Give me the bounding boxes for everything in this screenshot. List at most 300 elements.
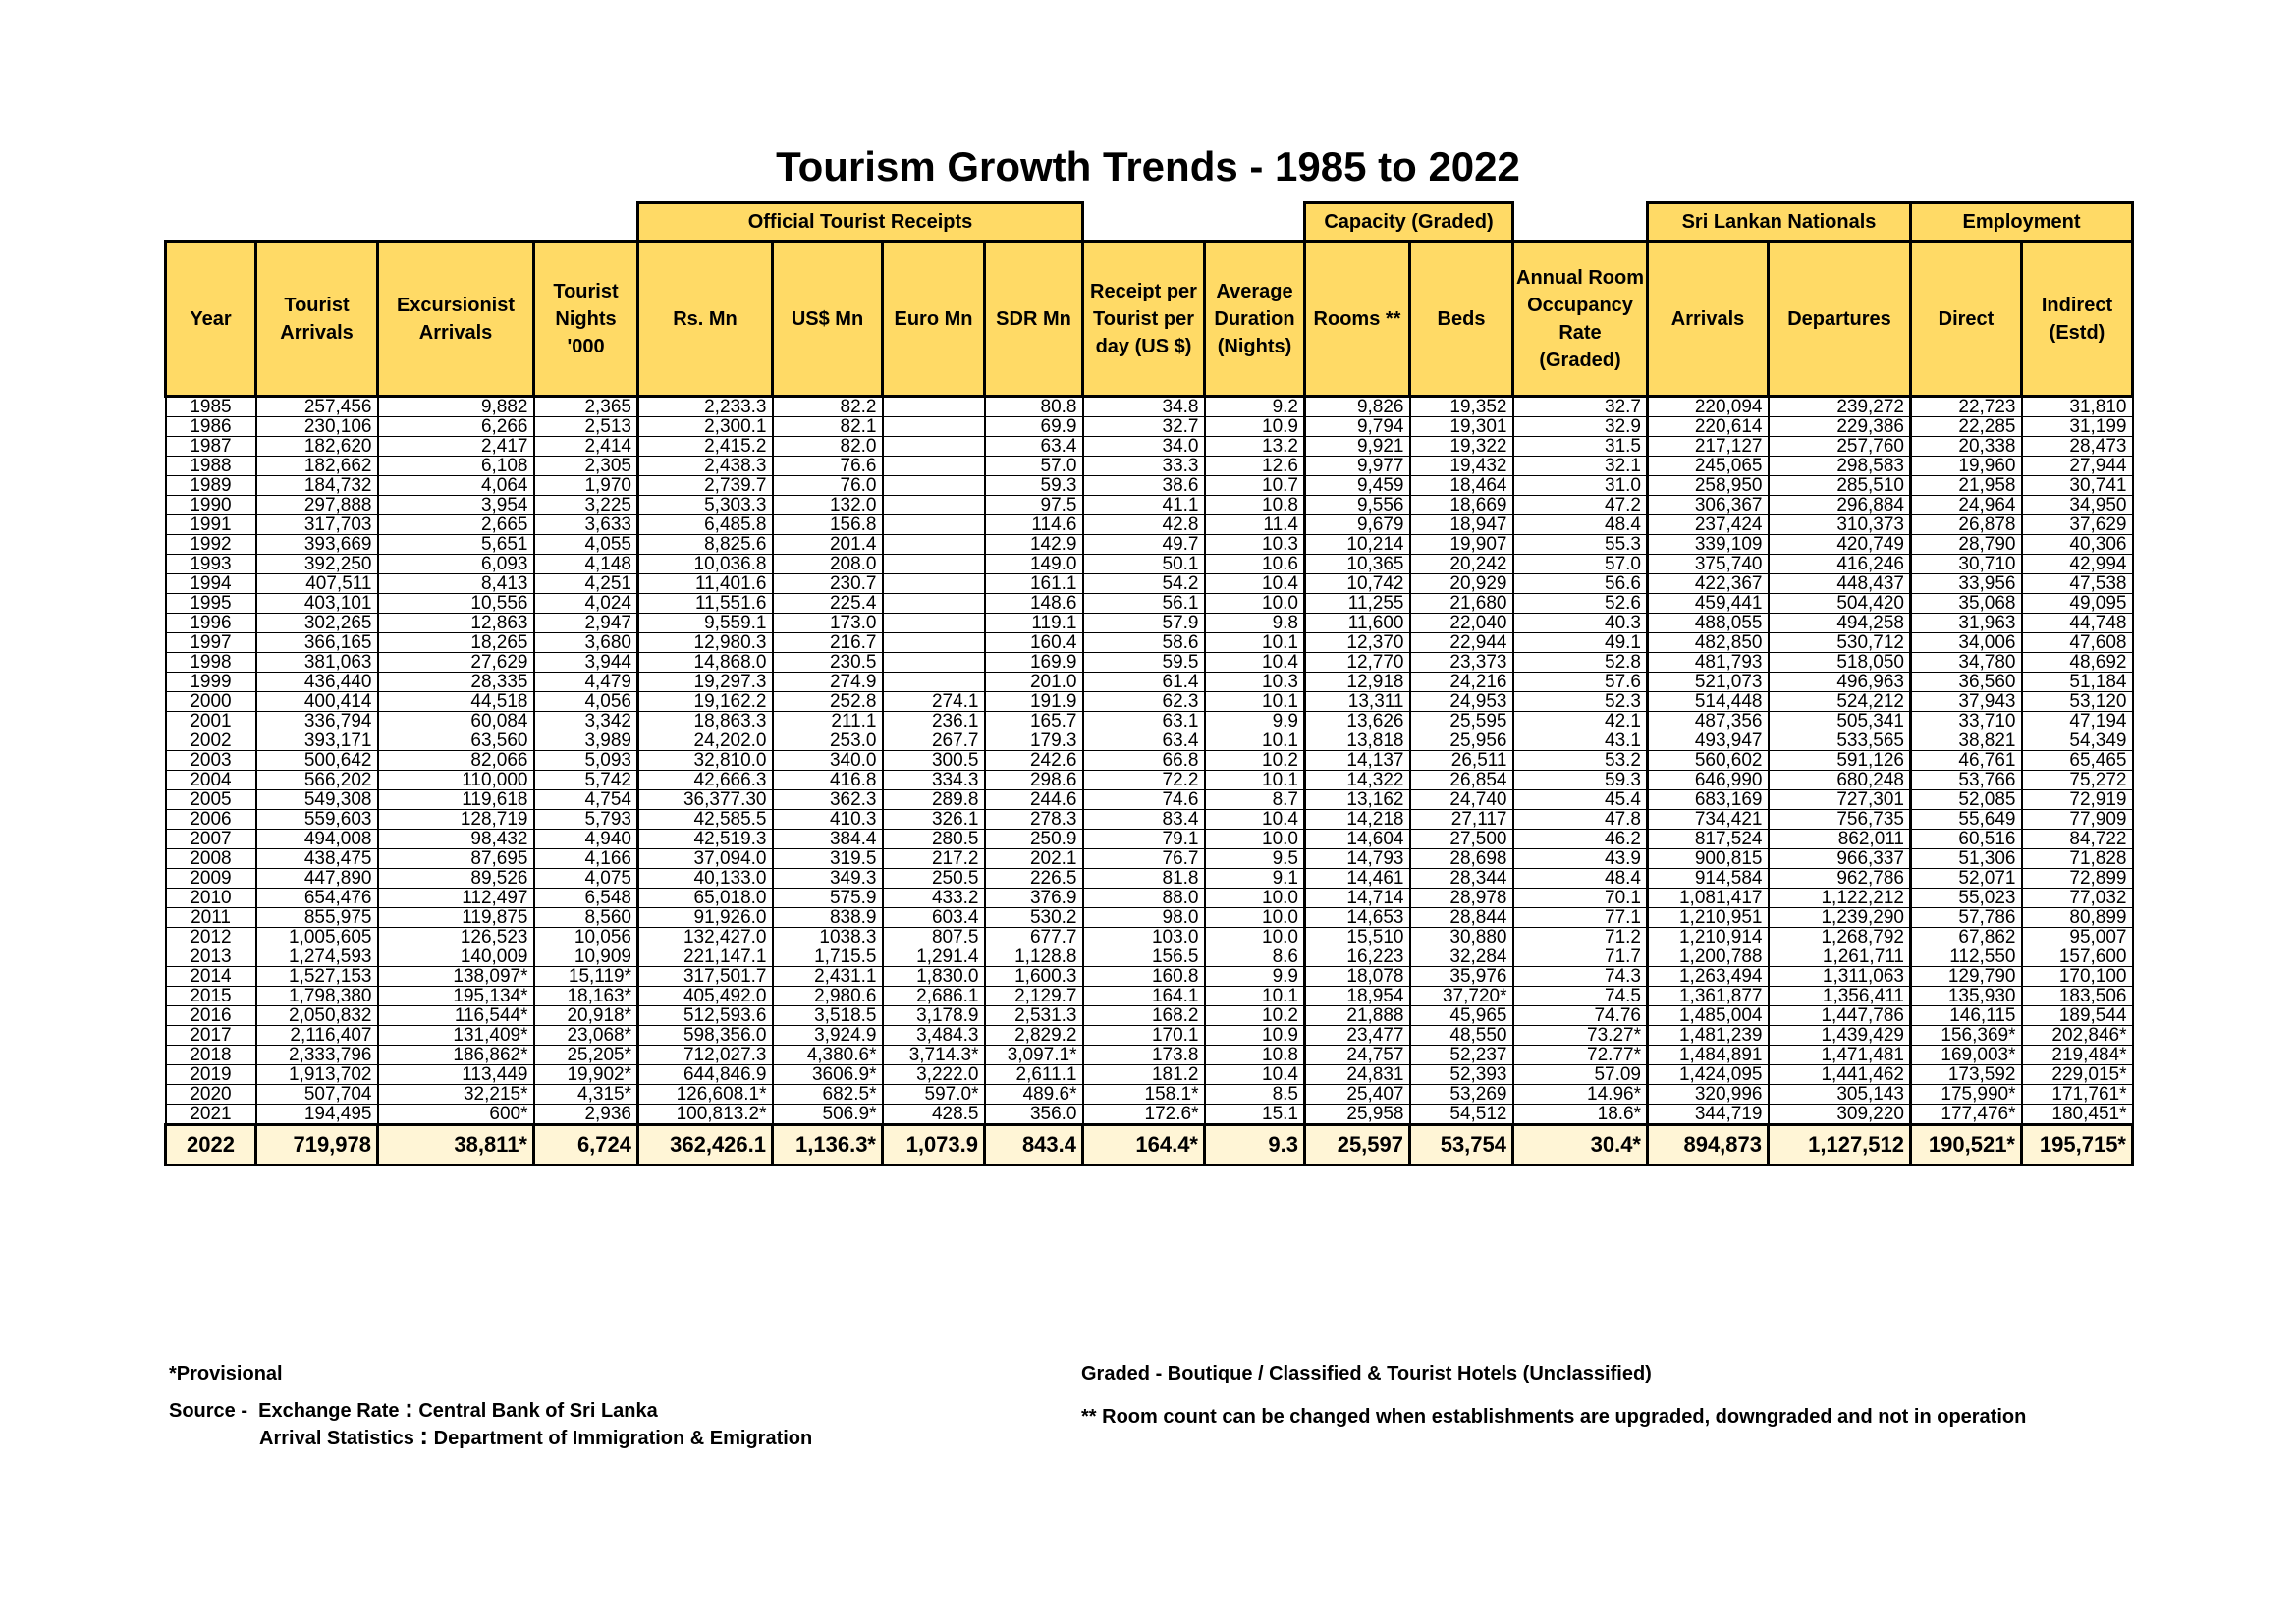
table-cell: 230,106 xyxy=(256,417,378,437)
table-cell: 25,597 xyxy=(1305,1125,1410,1165)
table-cell: 4,055 xyxy=(534,535,638,555)
table-cell: 349.3 xyxy=(773,869,883,889)
table-cell: 1,311,063 xyxy=(1769,967,1911,987)
table-cell: 2002 xyxy=(166,731,256,751)
table-cell: 4,251 xyxy=(534,574,638,594)
table-cell: 32.1 xyxy=(1513,457,1648,476)
table-cell: 4,940 xyxy=(534,830,638,849)
table-cell: 52,085 xyxy=(1911,790,2022,810)
table-cell: 114.6 xyxy=(985,515,1083,535)
table-cell: 9,559.1 xyxy=(638,614,773,633)
table-cell: 683,169 xyxy=(1648,790,1769,810)
column-header: Rs. Mn xyxy=(638,242,773,397)
table-row xyxy=(166,751,2133,771)
table-row xyxy=(166,889,2133,908)
provisional-note: *Provisional xyxy=(169,1363,283,1384)
table-cell: 3,225 xyxy=(534,496,638,515)
table-cell: 76.6 xyxy=(773,457,883,476)
group-capacity-graded: Capacity (Graded) xyxy=(1305,203,1513,242)
table-cell: 1,481,239 xyxy=(1648,1026,1769,1046)
table-cell: 236.1 xyxy=(883,712,985,731)
arrival-stats-label: Arrival Statistics xyxy=(259,1428,414,1449)
table-cell: 20,242 xyxy=(1410,555,1513,574)
table-cell: 128,719 xyxy=(378,810,534,830)
table-cell: 38.6 xyxy=(1083,476,1205,496)
table-cell: 302,265 xyxy=(256,614,378,633)
table-cell: 646,990 xyxy=(1648,771,1769,790)
table-cell: 132.0 xyxy=(773,496,883,515)
table-cell: 481,793 xyxy=(1648,653,1769,673)
table-cell xyxy=(883,574,985,594)
table-cell: 1993 xyxy=(166,555,256,574)
table-row xyxy=(166,771,2133,790)
table-cell: 2,233.3 xyxy=(638,397,773,417)
table-cell: 507,704 xyxy=(256,1085,378,1105)
table-cell: 914,584 xyxy=(1648,869,1769,889)
table-cell: 504,420 xyxy=(1769,594,1911,614)
table-cell xyxy=(883,397,985,417)
table-cell: 30.4* xyxy=(1513,1125,1648,1165)
table-cell: 35,976 xyxy=(1410,967,1513,987)
table-cell: 195,715* xyxy=(2022,1125,2133,1165)
source-line-exchange xyxy=(169,1393,658,1424)
table-cell: 356.0 xyxy=(985,1105,1083,1125)
table-cell: 19,162.2 xyxy=(638,692,773,712)
table-cell: 113,449 xyxy=(378,1065,534,1085)
table-cell: 165.7 xyxy=(985,712,1083,731)
table-cell: 47.2 xyxy=(1513,496,1648,515)
table-cell: 28,790 xyxy=(1911,535,2022,555)
table-cell: 727,301 xyxy=(1769,790,1911,810)
table-cell: 13,818 xyxy=(1305,731,1410,751)
table-cell: 42,994 xyxy=(2022,555,2133,574)
table-cell: 146,115 xyxy=(1911,1006,2022,1026)
table-cell: 2013 xyxy=(166,947,256,967)
table-row-2022 xyxy=(166,1125,2133,1165)
table-cell: 202,846* xyxy=(2022,1026,2133,1046)
table-cell: 126,523 xyxy=(378,928,534,947)
table-cell: 2,431.1 xyxy=(773,967,883,987)
table-cell: 10.0 xyxy=(1205,928,1305,947)
table-cell: 216.7 xyxy=(773,633,883,653)
table-cell: 98.0 xyxy=(1083,908,1205,928)
table-cell: 211.1 xyxy=(773,712,883,731)
table-cell: 83.4 xyxy=(1083,810,1205,830)
table-cell: 2,936 xyxy=(534,1105,638,1125)
table-cell: 79.1 xyxy=(1083,830,1205,849)
table-cell: 9.5 xyxy=(1205,849,1305,869)
table-cell: 169,003* xyxy=(1911,1046,2022,1065)
table-cell: 12,370 xyxy=(1305,633,1410,653)
table-cell: 2,829.2 xyxy=(985,1026,1083,1046)
table-cell: 2,739.7 xyxy=(638,476,773,496)
table-cell: 3,633 xyxy=(534,515,638,535)
table-cell: 110,000 xyxy=(378,771,534,790)
table-row xyxy=(166,1105,2133,1125)
table-cell: 15,119* xyxy=(534,967,638,987)
table-cell: 191.9 xyxy=(985,692,1083,712)
table-cell: 591,126 xyxy=(1769,751,1911,771)
table-cell: 9,679 xyxy=(1305,515,1410,535)
table-cell: 202.1 xyxy=(985,849,1083,869)
table-cell: 28,473 xyxy=(2022,437,2133,457)
table-cell: 257,456 xyxy=(256,397,378,417)
table-cell: 22,944 xyxy=(1410,633,1513,653)
table-cell: 177,476* xyxy=(1911,1105,2022,1125)
table-cell: 1,081,417 xyxy=(1648,889,1769,908)
table-cell: 24,953 xyxy=(1410,692,1513,712)
table-cell: 2007 xyxy=(166,830,256,849)
table-cell: 10.4 xyxy=(1205,574,1305,594)
table-cell: 306,367 xyxy=(1648,496,1769,515)
table-cell: 55,649 xyxy=(1911,810,2022,830)
table-cell: 33,710 xyxy=(1911,712,2022,731)
table-cell: 164.1 xyxy=(1083,987,1205,1006)
table-cell: 28,344 xyxy=(1410,869,1513,889)
table-cell: 48,550 xyxy=(1410,1026,1513,1046)
table-cell: 112,497 xyxy=(378,889,534,908)
table-cell xyxy=(883,496,985,515)
table-cell: 1990 xyxy=(166,496,256,515)
table-cell: 41.1 xyxy=(1083,496,1205,515)
table-cell: 31.5 xyxy=(1513,437,1648,457)
table-cell: 20,929 xyxy=(1410,574,1513,594)
column-header: Rooms ** xyxy=(1305,242,1410,397)
table-row xyxy=(166,653,2133,673)
table-cell: 438,475 xyxy=(256,849,378,869)
table-cell: 1,424,095 xyxy=(1648,1065,1769,1085)
table-cell: 11,401.6 xyxy=(638,574,773,594)
table-cell: 2021 xyxy=(166,1105,256,1125)
table-cell: 18,163* xyxy=(534,987,638,1006)
table-row xyxy=(166,790,2133,810)
table-cell: 1,122,212 xyxy=(1769,889,1911,908)
table-cell: 3,954 xyxy=(378,496,534,515)
table-cell: 4,754 xyxy=(534,790,638,810)
table-cell: 2,116,407 xyxy=(256,1026,378,1046)
table-cell: 131,409* xyxy=(378,1026,534,1046)
table-cell: 34,006 xyxy=(1911,633,2022,653)
table-row xyxy=(166,574,2133,594)
table-cell: 1,485,004 xyxy=(1648,1006,1769,1026)
table-cell: 393,171 xyxy=(256,731,378,751)
table-row xyxy=(166,1026,2133,1046)
table-cell: 19,902* xyxy=(534,1065,638,1085)
table-row xyxy=(166,1046,2133,1065)
table-cell: 494,258 xyxy=(1769,614,1911,633)
table-cell: 47,194 xyxy=(2022,712,2133,731)
table-cell: 18,954 xyxy=(1305,987,1410,1006)
table-cell: 309,220 xyxy=(1769,1105,1911,1125)
table-cell: 500,642 xyxy=(256,751,378,771)
table-cell: 8.6 xyxy=(1205,947,1305,967)
table-row xyxy=(166,397,2133,417)
column-header: US$ Mn xyxy=(773,242,883,397)
table-cell: 62.3 xyxy=(1083,692,1205,712)
table-cell: 18,078 xyxy=(1305,967,1410,987)
table-cell: 40,133.0 xyxy=(638,869,773,889)
table-cell: 190,521* xyxy=(1911,1125,2022,1165)
table-cell: 80.8 xyxy=(985,397,1083,417)
table-cell: 98,432 xyxy=(378,830,534,849)
table-cell: 10,365 xyxy=(1305,555,1410,574)
table-cell: 2012 xyxy=(166,928,256,947)
table-cell: 10,056 xyxy=(534,928,638,947)
table-cell: 24,202.0 xyxy=(638,731,773,751)
table-cell: 229,386 xyxy=(1769,417,1911,437)
table-cell: 230.7 xyxy=(773,574,883,594)
table-cell: 10.7 xyxy=(1205,476,1305,496)
table-cell: 24,831 xyxy=(1305,1065,1410,1085)
table-cell: 10.4 xyxy=(1205,1065,1305,1085)
table-cell: 1994 xyxy=(166,574,256,594)
table-cell: 14,653 xyxy=(1305,908,1410,928)
table-cell: 181.2 xyxy=(1083,1065,1205,1085)
table-cell: 677.7 xyxy=(985,928,1083,947)
table-row xyxy=(166,967,2133,987)
table-cell: 24,216 xyxy=(1410,673,1513,692)
table-cell: 54.2 xyxy=(1083,574,1205,594)
table-cell: 11,551.6 xyxy=(638,594,773,614)
table-cell: 494,008 xyxy=(256,830,378,849)
table-cell: 533,565 xyxy=(1769,731,1911,751)
table-cell xyxy=(883,476,985,496)
table-cell: 530.2 xyxy=(985,908,1083,928)
table-cell: 10.4 xyxy=(1205,810,1305,830)
table-cell: 496,963 xyxy=(1769,673,1911,692)
table-cell: 1988 xyxy=(166,457,256,476)
table-cell: 184,732 xyxy=(256,476,378,496)
table-cell: 53,120 xyxy=(2022,692,2133,712)
table-cell: 4,166 xyxy=(534,849,638,869)
table-cell: 140,009 xyxy=(378,947,534,967)
table-cell: 38,821 xyxy=(1911,731,2022,751)
table-cell: 9,794 xyxy=(1305,417,1410,437)
table-cell: 69.9 xyxy=(985,417,1083,437)
table-cell: 1,073.9 xyxy=(883,1125,985,1165)
table-cell: 50.1 xyxy=(1083,555,1205,574)
table-cell: 3,097.1* xyxy=(985,1046,1083,1065)
table-cell: 65,465 xyxy=(2022,751,2133,771)
table-cell: 10.0 xyxy=(1205,830,1305,849)
table-cell xyxy=(883,457,985,476)
table-cell: 63.1 xyxy=(1083,712,1205,731)
table-cell: 2001 xyxy=(166,712,256,731)
table-cell: 493,947 xyxy=(1648,731,1769,751)
table-cell: 37,720* xyxy=(1410,987,1513,1006)
table-cell: 88.0 xyxy=(1083,889,1205,908)
table-cell: 524,212 xyxy=(1769,692,1911,712)
table-cell: 72,919 xyxy=(2022,790,2133,810)
table-cell: 962,786 xyxy=(1769,869,1911,889)
group-official-tourist-receipts: Official Tourist Receipts xyxy=(638,203,1083,242)
table-cell: 3,944 xyxy=(534,653,638,673)
table-cell: 719,978 xyxy=(256,1125,378,1165)
group-employment: Employment xyxy=(1911,203,2133,242)
table-cell: 4,479 xyxy=(534,673,638,692)
table-cell: 280.5 xyxy=(883,830,985,849)
table-cell: 42.1 xyxy=(1513,712,1648,731)
column-header: Tourist Arrivals xyxy=(256,242,378,397)
table-cell: 1038.3 xyxy=(773,928,883,947)
table-row xyxy=(166,673,2133,692)
table-cell: 60,516 xyxy=(1911,830,2022,849)
table-row xyxy=(166,1006,2133,1026)
table-cell: 1,005,605 xyxy=(256,928,378,947)
table-cell: 183,506 xyxy=(2022,987,2133,1006)
table-cell: 47.8 xyxy=(1513,810,1648,830)
table-cell: 1,263,494 xyxy=(1648,967,1769,987)
table-cell: 27,629 xyxy=(378,653,534,673)
table-cell: 48.4 xyxy=(1513,515,1648,535)
table-cell: 32.7 xyxy=(1513,397,1648,417)
table-cell: 296,884 xyxy=(1769,496,1911,515)
table-cell: 5,793 xyxy=(534,810,638,830)
table-cell: 407,511 xyxy=(256,574,378,594)
table-cell: 3,342 xyxy=(534,712,638,731)
table-cell: 2003 xyxy=(166,751,256,771)
table-cell: 1,274,593 xyxy=(256,947,378,967)
table-cell: 77,032 xyxy=(2022,889,2133,908)
column-header: Indirect (Estd) xyxy=(2022,242,2133,397)
table-cell: 2,050,832 xyxy=(256,1006,378,1026)
column-header: Departures xyxy=(1769,242,1911,397)
table-cell: 61.4 xyxy=(1083,673,1205,692)
table-cell: 566,202 xyxy=(256,771,378,790)
table-cell: 194,495 xyxy=(256,1105,378,1125)
table-cell: 89,526 xyxy=(378,869,534,889)
table-cell: 239,272 xyxy=(1769,397,1911,417)
table-cell: 339,109 xyxy=(1648,535,1769,555)
source-line-arrivals xyxy=(259,1421,812,1451)
table-cell: 37,094.0 xyxy=(638,849,773,869)
table-cell: 4,148 xyxy=(534,555,638,574)
table-cell: 258,950 xyxy=(1648,476,1769,496)
table-cell: 310,373 xyxy=(1769,515,1911,535)
table-cell: 72.2 xyxy=(1083,771,1205,790)
table-cell: 1989 xyxy=(166,476,256,496)
table-cell: 285,510 xyxy=(1769,476,1911,496)
table-cell: 28,844 xyxy=(1410,908,1513,928)
column-header: Beds xyxy=(1410,242,1513,397)
table-cell: 10,556 xyxy=(378,594,534,614)
table-cell: 11.4 xyxy=(1205,515,1305,535)
table-cell: 488,055 xyxy=(1648,614,1769,633)
table-cell: 221,147.1 xyxy=(638,947,773,967)
table-cell: 10.1 xyxy=(1205,731,1305,751)
table-cell: 48,692 xyxy=(2022,653,2133,673)
table-cell: 9.9 xyxy=(1205,712,1305,731)
table-cell: 326.1 xyxy=(883,810,985,830)
table-cell: 13.2 xyxy=(1205,437,1305,457)
table-cell: 1,471,481 xyxy=(1769,1046,1911,1065)
table-cell: 56.6 xyxy=(1513,574,1648,594)
table-cell: 38,811* xyxy=(378,1125,534,1165)
table-cell: 274.9 xyxy=(773,673,883,692)
table-cell: 156.5 xyxy=(1083,947,1205,967)
table-cell: 2,129.7 xyxy=(985,987,1083,1006)
table-cell: 436,440 xyxy=(256,673,378,692)
table-cell: 201.0 xyxy=(985,673,1083,692)
table-cell: 82,066 xyxy=(378,751,534,771)
table-cell: 1998 xyxy=(166,653,256,673)
table-cell: 31,199 xyxy=(2022,417,2133,437)
table-cell xyxy=(883,614,985,633)
table-cell: 217,127 xyxy=(1648,437,1769,457)
table-cell: 5,093 xyxy=(534,751,638,771)
colon-glyph: : xyxy=(419,1421,429,1450)
exchange-rate-label: Exchange Rate xyxy=(258,1400,400,1422)
table-cell: 300.5 xyxy=(883,751,985,771)
graded-note: Graded - Boutique / Classified & Tourist Hotels (Unclassified) xyxy=(1081,1363,1652,1384)
table-cell: 2,305 xyxy=(534,457,638,476)
table-cell: 63.4 xyxy=(1083,731,1205,751)
table-cell: 10.6 xyxy=(1205,555,1305,574)
table-cell: 297,888 xyxy=(256,496,378,515)
table-cell: 4,064 xyxy=(378,476,534,496)
table-row xyxy=(166,594,2133,614)
table-cell: 34.0 xyxy=(1083,437,1205,457)
table-cell: 10.4 xyxy=(1205,653,1305,673)
table-cell: 680,248 xyxy=(1769,771,1911,790)
table-row xyxy=(166,417,2133,437)
table-cell: 73.27* xyxy=(1513,1026,1648,1046)
table-cell: 42,519.3 xyxy=(638,830,773,849)
table-cell: 817,524 xyxy=(1648,830,1769,849)
table-cell: 384.4 xyxy=(773,830,883,849)
table-cell: 74.5 xyxy=(1513,987,1648,1006)
table-cell: 422,367 xyxy=(1648,574,1769,594)
table-cell: 319.5 xyxy=(773,849,883,869)
table-cell: 225.4 xyxy=(773,594,883,614)
table-cell: 506.9* xyxy=(773,1105,883,1125)
table-cell: 362.3 xyxy=(773,790,883,810)
table-cell: 10.0 xyxy=(1205,908,1305,928)
table-cell: 2011 xyxy=(166,908,256,928)
table-cell: 149.0 xyxy=(985,555,1083,574)
table-cell: 400,414 xyxy=(256,692,378,712)
table-cell: 2022 xyxy=(166,1125,256,1165)
table-cell: 32,215* xyxy=(378,1085,534,1105)
table-cell: 42,666.3 xyxy=(638,771,773,790)
table-cell: 5,651 xyxy=(378,535,534,555)
table-cell: 30,710 xyxy=(1911,555,2022,574)
table-cell: 838.9 xyxy=(773,908,883,928)
table-cell: 45,965 xyxy=(1410,1006,1513,1026)
table-cell: 25,595 xyxy=(1410,712,1513,731)
table-cell: 317,501.7 xyxy=(638,967,773,987)
table-cell: 393,669 xyxy=(256,535,378,555)
table-row xyxy=(166,535,2133,555)
table-cell: 49.7 xyxy=(1083,535,1205,555)
table-cell: 11,255 xyxy=(1305,594,1410,614)
table-cell: 170.1 xyxy=(1083,1026,1205,1046)
table-cell: 74.76 xyxy=(1513,1006,1648,1026)
table-cell: 129,790 xyxy=(1911,967,2022,987)
table-cell: 32,810.0 xyxy=(638,751,773,771)
table-cell: 340.0 xyxy=(773,751,883,771)
table-cell: 5,303.3 xyxy=(638,496,773,515)
table-cell: 76.7 xyxy=(1083,849,1205,869)
table-cell: 49,095 xyxy=(2022,594,2133,614)
table-cell: 57.6 xyxy=(1513,673,1648,692)
table-cell: 459,441 xyxy=(1648,594,1769,614)
table-cell: 51,184 xyxy=(2022,673,2133,692)
table-cell: 654,476 xyxy=(256,889,378,908)
table-cell: 173,592 xyxy=(1911,1065,2022,1085)
table-row xyxy=(166,908,2133,928)
table-cell: 2004 xyxy=(166,771,256,790)
